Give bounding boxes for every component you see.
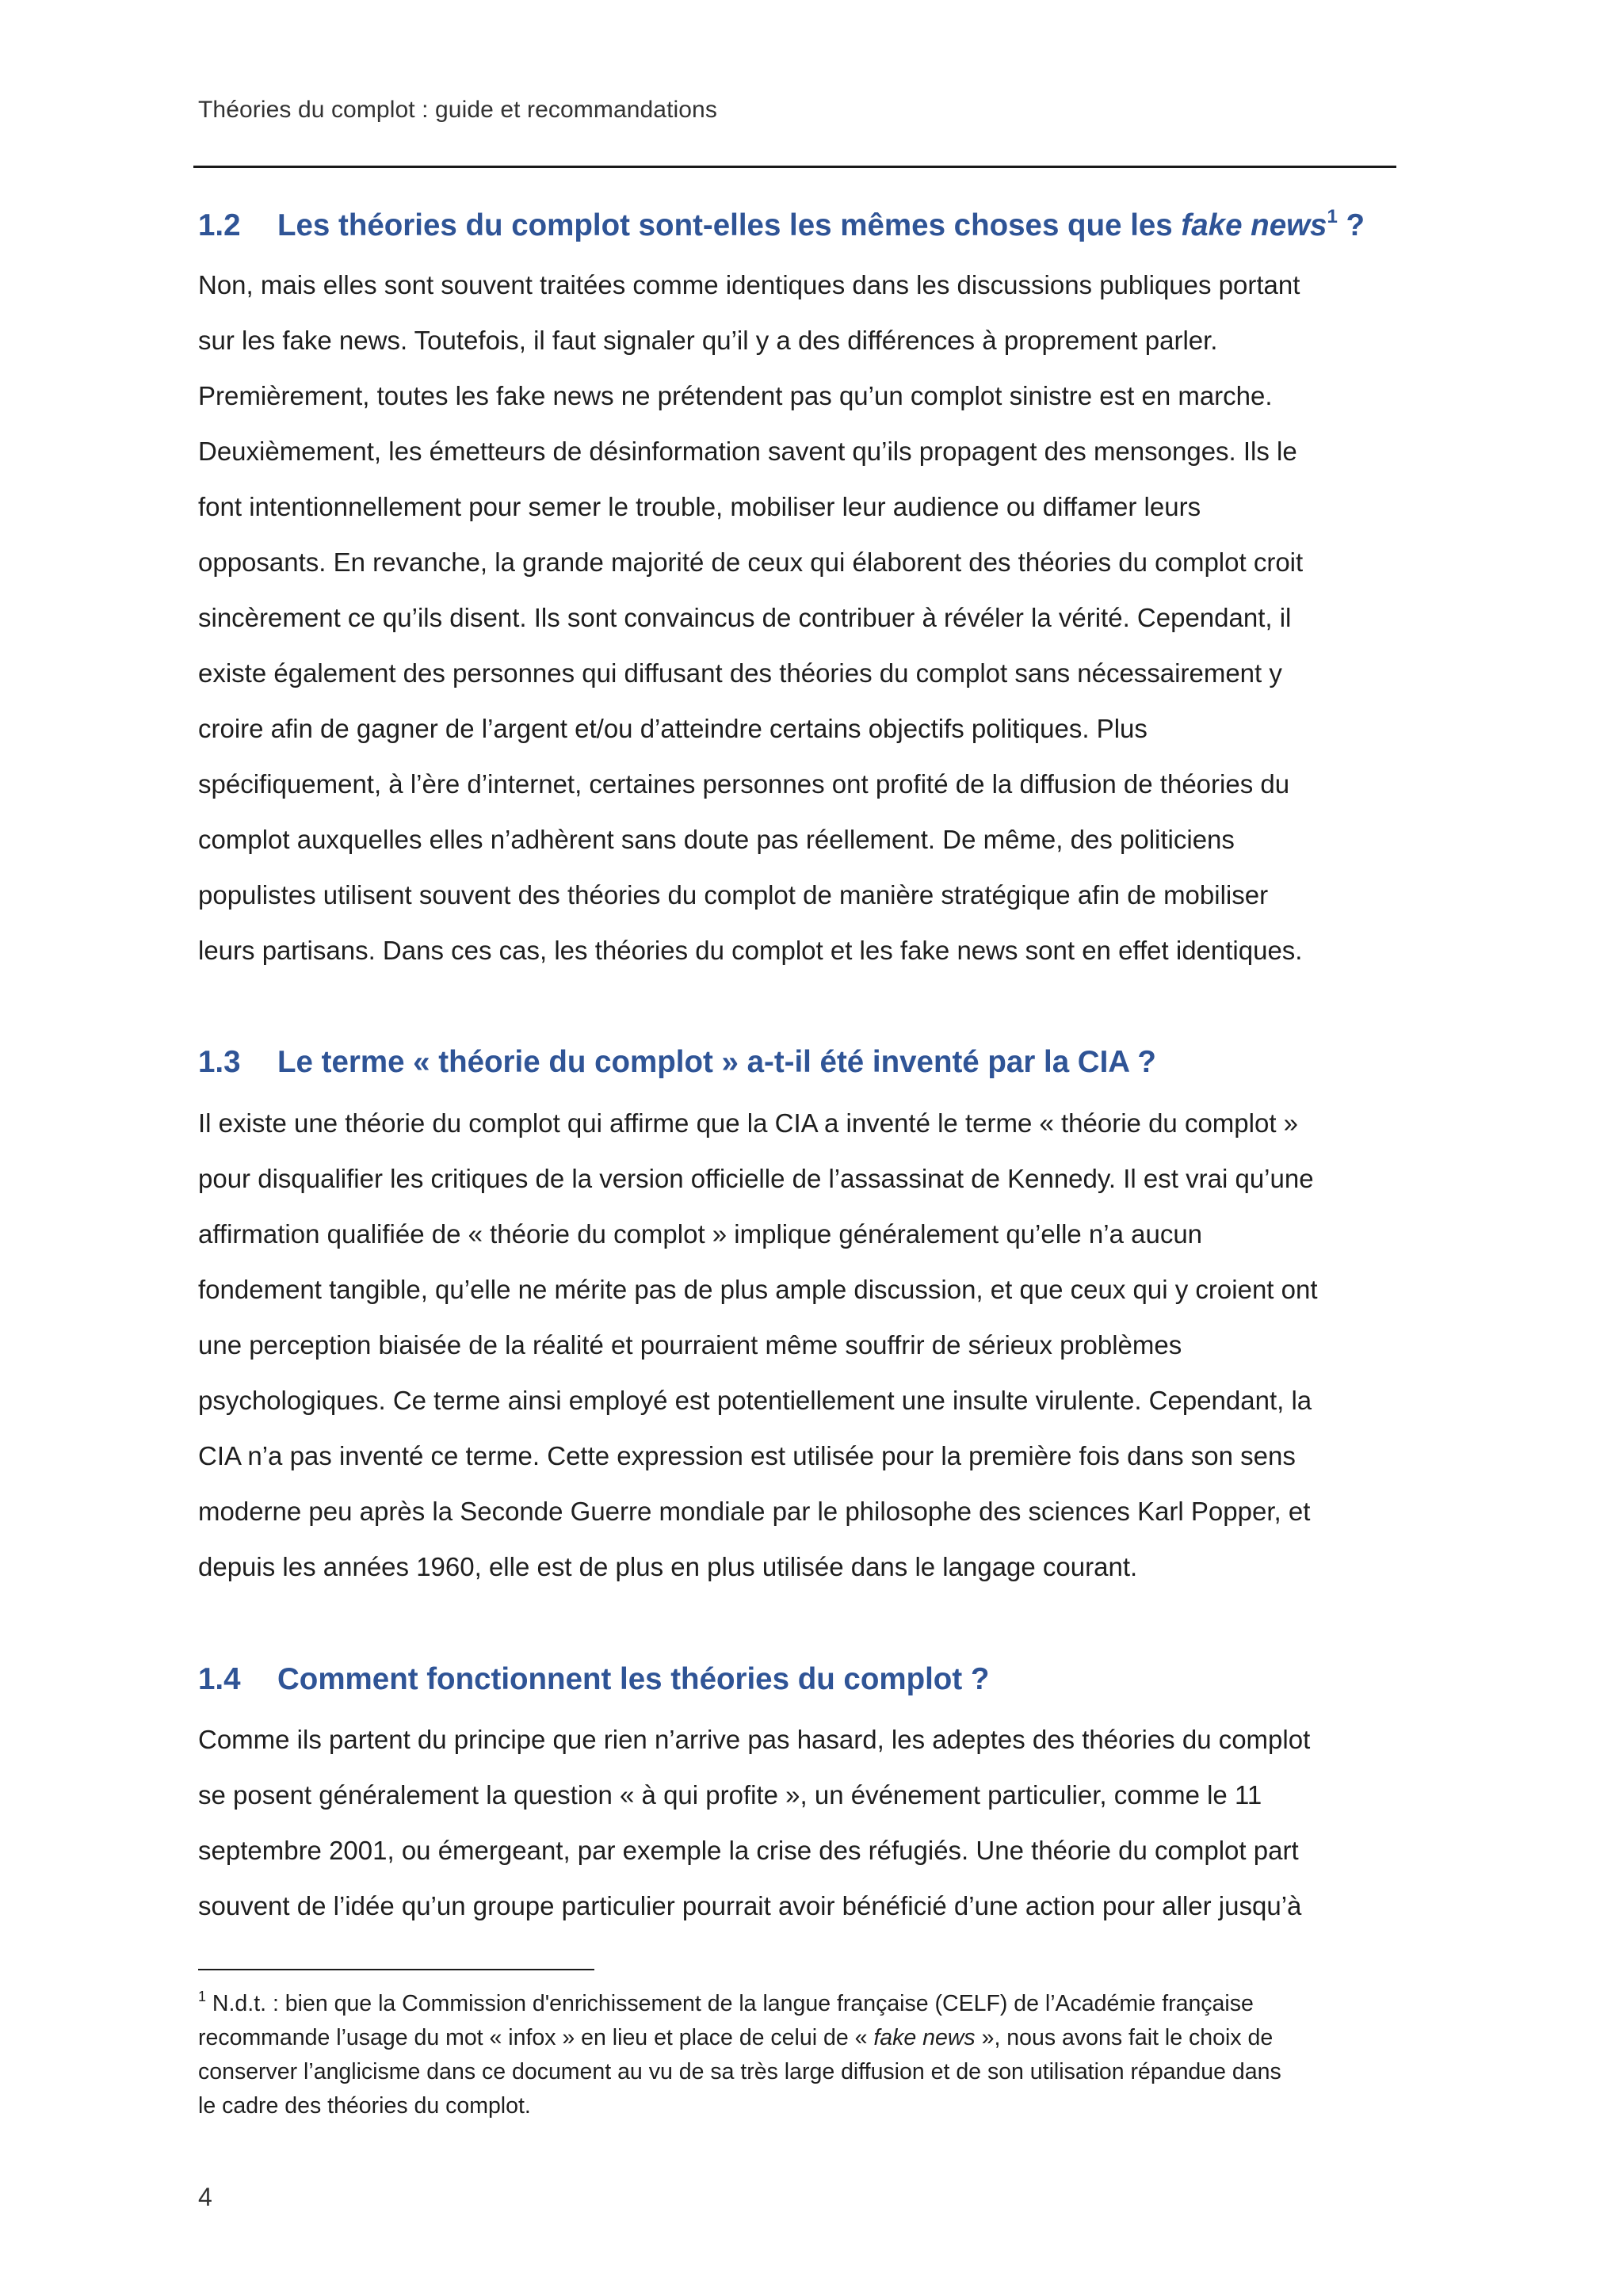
- body-text-line: se posent généralement la question « à qui profite », un événement particulier, comme le 11: [198, 1780, 1262, 1810]
- footnote-line: [198, 1987, 1403, 2021]
- footnote-line: [198, 2021, 1403, 2055]
- body-text-line: croire afin de gagner de l’argent et/ou d’atteindre certains objectifs politiques. Plus: [198, 714, 1148, 743]
- section-heading-1-4: [198, 1661, 989, 1698]
- section-title: Les théories du complot sont-elles les mêmes choses que les: [277, 208, 1182, 242]
- body-text-line: Il existe une théorie du complot qui affirme que la CIA a inventé le terme « théorie du complot »: [198, 1108, 1299, 1138]
- body-text-line: complot auxquelles elles n’adhèrent sans doute pas réellement. De même, des politiciens: [198, 825, 1235, 854]
- body-text-line: opposants. En revanche, la grande majorité de ceux qui élaborent des théories du complot croit: [198, 547, 1304, 577]
- section-number: 1.2: [198, 208, 241, 242]
- body-text-line: leurs partisans. Dans ces cas, les théories du complot et les fake news sont en effet identiques.: [198, 936, 1303, 965]
- footnote-italic-text: fake news: [873, 2025, 976, 2050]
- body-text-line: moderne peu après la Seconde Guerre mondiale par le philosophe des sciences Karl Popper, et: [198, 1497, 1311, 1526]
- body-text-line: sincèrement ce qu’ils disent. Ils sont convaincus de contribuer à révéler la vérité. Cependant, il: [198, 603, 1292, 632]
- body-text-line: existe également des personnes qui diffusant des théories du complot sans nécessairement y: [198, 658, 1282, 688]
- body-text-line: CIA n’a pas inventé ce terme. Cette expression est utilisée pour la première fois dans son sens: [198, 1441, 1296, 1470]
- section-title-end: ?: [1337, 208, 1365, 242]
- body-text-line: pour disqualifier les critiques de la version officielle de l’assassinat de Kennedy. Il est vrai qu’une: [198, 1164, 1314, 1193]
- body-text-line: souvent de l’idée qu’un groupe particulier pourrait avoir bénéficié d’une action pour aller jusqu’à: [198, 1891, 1302, 1920]
- footnote-line: le cadre des théories du complot.: [198, 2093, 531, 2119]
- section-body-1-4: [198, 1712, 1403, 1934]
- section-body-1-2: [198, 257, 1403, 978]
- section-title: Le terme « théorie du complot » a-t-il été inventé par la CIA ?: [277, 1045, 1156, 1079]
- footnote-text: N.d.t. : bien que la Commission d'enrichissement de la langue française (CELF) de l’Académie française: [206, 1991, 1254, 2016]
- footnote: [198, 1987, 1403, 2123]
- section-body-1-3: [198, 1096, 1403, 1595]
- page-number: 4: [198, 2183, 212, 2211]
- body-text-line: populistes utilisent souvent des théories du complot de manière stratégique afin de mobiliser: [198, 880, 1269, 910]
- body-text-line: Non, mais elles sont souvent traitées comme identiques dans les discussions publiques portant: [198, 270, 1300, 299]
- body-text-line: sur les fake news. Toutefois, il faut signaler qu’il y a des différences à proprement parler.: [198, 326, 1218, 355]
- body-text-line: depuis les années 1960, elle est de plus en plus utilisée dans le langage courant.: [198, 1552, 1138, 1581]
- footnote-text: », nous avons fait le choix de: [975, 2025, 1274, 2050]
- body-text-line: Comme ils partent du principe que rien n’arrive pas hasard, les adeptes des théories du complot: [198, 1725, 1311, 1754]
- body-text-line: septembre 2001, ou émergeant, par exemple la crise des réfugiés. Une théorie du complot part: [198, 1836, 1299, 1865]
- section-number: 1.3: [198, 1045, 241, 1079]
- section-number: 1.4: [198, 1662, 241, 1696]
- section-title-italic: fake news: [1181, 208, 1327, 242]
- footnote-rule: [198, 1969, 594, 1970]
- footnote-reference[interactable]: 1: [1327, 206, 1338, 227]
- running-header: Théories du complot : guide et recommandations: [198, 97, 717, 123]
- footnote-marker: 1: [198, 1989, 207, 2004]
- body-text-line: psychologiques. Ce terme ainsi employé est potentiellement une insulte virulente. Cependant, la: [198, 1386, 1312, 1415]
- body-text-line: fondement tangible, qu’elle ne mérite pas de plus ample discussion, et que ceux qui y croient ont: [198, 1275, 1318, 1304]
- body-text-line: spécifiquement, à l’ère d’internet, certaines personnes ont profité de la diffusion de théories du: [198, 769, 1290, 799]
- body-text-line: font intentionnellement pour semer le trouble, mobiliser leur audience ou diffamer leurs: [198, 492, 1201, 521]
- section-heading-1-2: [198, 208, 1365, 244]
- body-text-line: affirmation qualifiée de « théorie du complot » implique généralement qu’elle n’a aucun: [198, 1219, 1203, 1249]
- body-text-line: Premièrement, toutes les fake news ne prétendent pas qu’un complot sinistre est en marche.: [198, 381, 1273, 410]
- section-title: Comment fonctionnent les théories du complot ?: [277, 1662, 990, 1696]
- header-rule: [193, 166, 1396, 168]
- footnote-text: recommande l’usage du mot « infox » en lieu et place de celui de «: [198, 2025, 874, 2050]
- section-heading-1-3: [198, 1044, 1156, 1081]
- body-text-line: une perception biaisée de la réalité et pourraient même souffrir de sérieux problèmes: [198, 1330, 1182, 1360]
- footnote-line: conserver l’anglicisme dans ce document au vu de sa très large diffusion et de son utilisation répandue dans: [198, 2059, 1281, 2084]
- body-text-line: Deuxièmement, les émetteurs de désinformation savent qu’ils propagent des mensonges. Ils le: [198, 437, 1297, 466]
